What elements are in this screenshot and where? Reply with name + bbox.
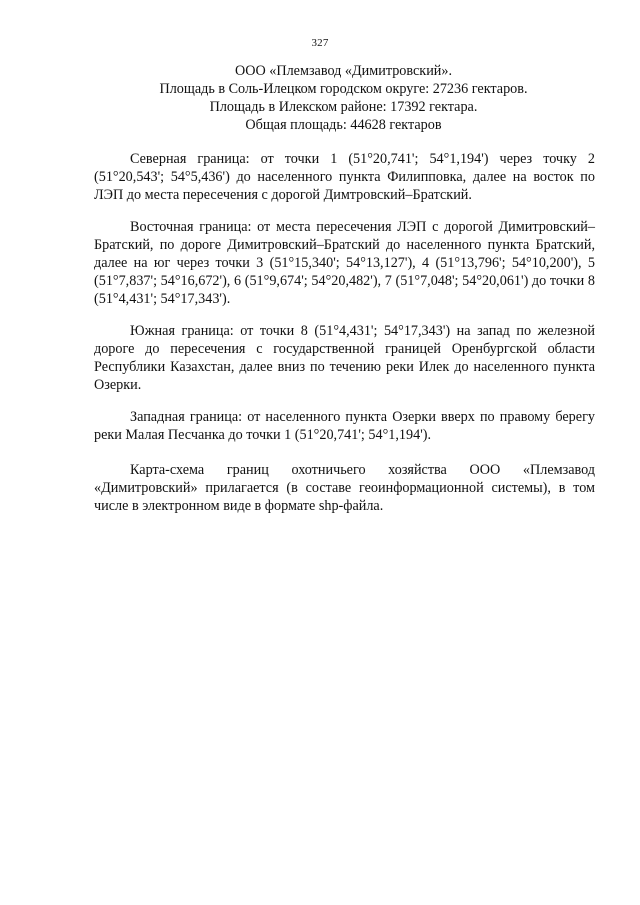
map-note-paragraph: Карта-схема границ охотничьего хозяйства ООО «Племзавод «Димитровский» прилагается (в составе геоинформационной системы), в том числе в электронном виде в формате shp-файла. <box>94 462 595 514</box>
north-boundary-paragraph: Северная граница: от точки 1 (51°20,741'; 54°1,194') через точку 2 (51°20,543'; 54°5,436') до населенного пункта Филипповка, далее на восток по ЛЭП до места пересечения с дорогой Димтровский–Братский. <box>94 151 595 203</box>
area-total: Общая площадь: 44628 гектаров <box>245 117 442 133</box>
area-ilek: Площадь в Илекском районе: 17392 гектара. <box>209 99 478 115</box>
area-sol-iletsk: Площадь в Соль-Илецком городском округе: 27236 гектаров. <box>159 81 528 97</box>
east-boundary-paragraph: Восточная граница: от места пересечения ЛЭП с дорогой Димитровский–Братский, по дороге Димитровский–Братский до населенного пункта Братский, далее на юг через точки 3 (51°15,340'; 54°13,127'), 4 (51°13,796'; 54°10,200'), 5 (51°7,837'; 54°16,672'), 6 (51°9,674'; 54°20,482'), 7 (51°7,048'; 54°20,061') до точки 8 (51°4,431'; 54°17,343'). <box>94 219 595 307</box>
document-header <box>70 62 617 134</box>
organization-name: ООО «Племзавод «Димитровский». <box>234 63 453 79</box>
page-number: 327 <box>311 37 329 49</box>
west-boundary-paragraph: Западная граница: от населенного пункта Озерки вверх по правому берегу реки Малая Песчанка до точки 1 (51°20,741'; 54°1,194'). <box>94 409 595 443</box>
south-boundary-paragraph: Южная граница: от точки 8 (51°4,431'; 54°17,343') на запад по железной дороге до пересечения с государственной границей Оренбургской области Республики Казахстан, далее вниз по течению реки Илек до населенного пункта Озерки. <box>94 323 595 393</box>
